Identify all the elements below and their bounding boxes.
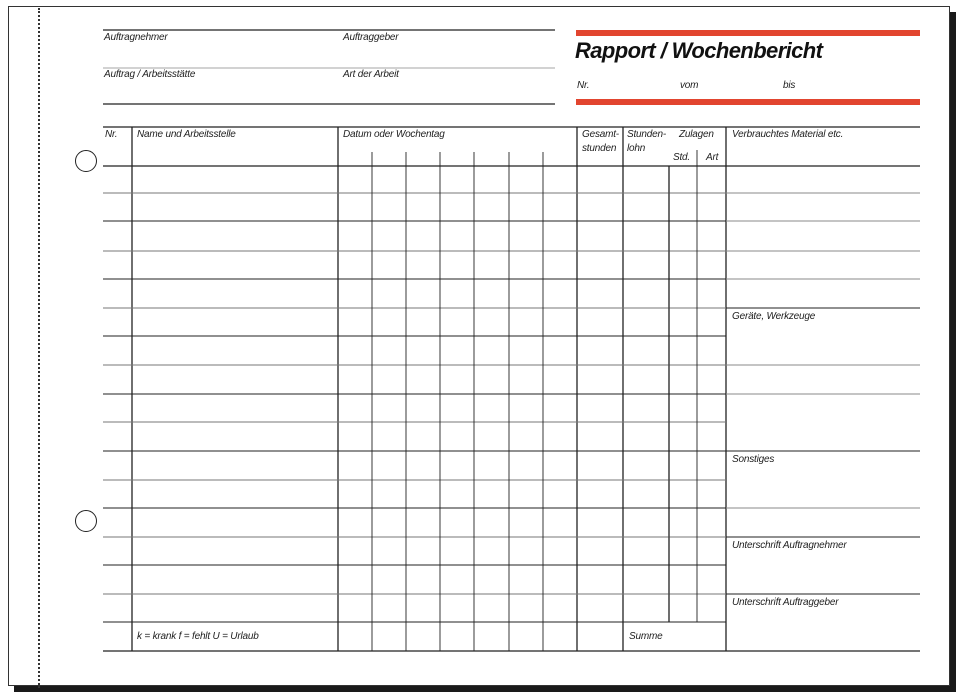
col-total-hours-header-2: stunden (582, 143, 617, 154)
title-bar-bottom (576, 99, 920, 105)
job-site-label: Auftrag / Arbeitsstätte (104, 69, 196, 80)
col-allowances-hours-header: Std. (673, 152, 690, 163)
absence-legend: k = krank f = fehlt U = Urlaub (137, 631, 259, 642)
client-signature-label: Unterschrift Auftraggeber (732, 597, 839, 608)
page-title: Rapport / Wochenbericht (575, 38, 823, 63)
number-label: Nr. (577, 80, 590, 91)
col-allowances-header: Zulagen (679, 129, 714, 140)
sum-label: Summe (629, 631, 663, 642)
from-label: vom (680, 80, 699, 91)
col-allowances-type-header: Art (706, 152, 719, 163)
to-label: bis (783, 80, 796, 91)
tools-label: Geräte, Werkzeuge (732, 311, 816, 322)
col-date-header: Datum oder Wochentag (343, 129, 445, 140)
title-bar-top (576, 30, 920, 36)
col-nr-header: Nr. (105, 129, 118, 140)
client-label: Auftraggeber (343, 32, 399, 43)
col-material-header: Verbrauchtes Material etc. (732, 129, 844, 140)
contractor-label: Auftragnehmer (104, 32, 168, 43)
work-type-label: Art der Arbeit (343, 69, 399, 80)
col-hourly-wage-header-2: lohn (627, 143, 646, 154)
other-label: Sonstiges (732, 454, 775, 465)
col-total-hours-header-1: Gesamt- (582, 129, 619, 140)
contractor-signature-label: Unterschrift Auftragnehmer (732, 540, 847, 551)
col-hourly-wage-header-1: Stunden- (627, 129, 666, 140)
col-name-header: Name und Arbeitsstelle (137, 129, 236, 140)
